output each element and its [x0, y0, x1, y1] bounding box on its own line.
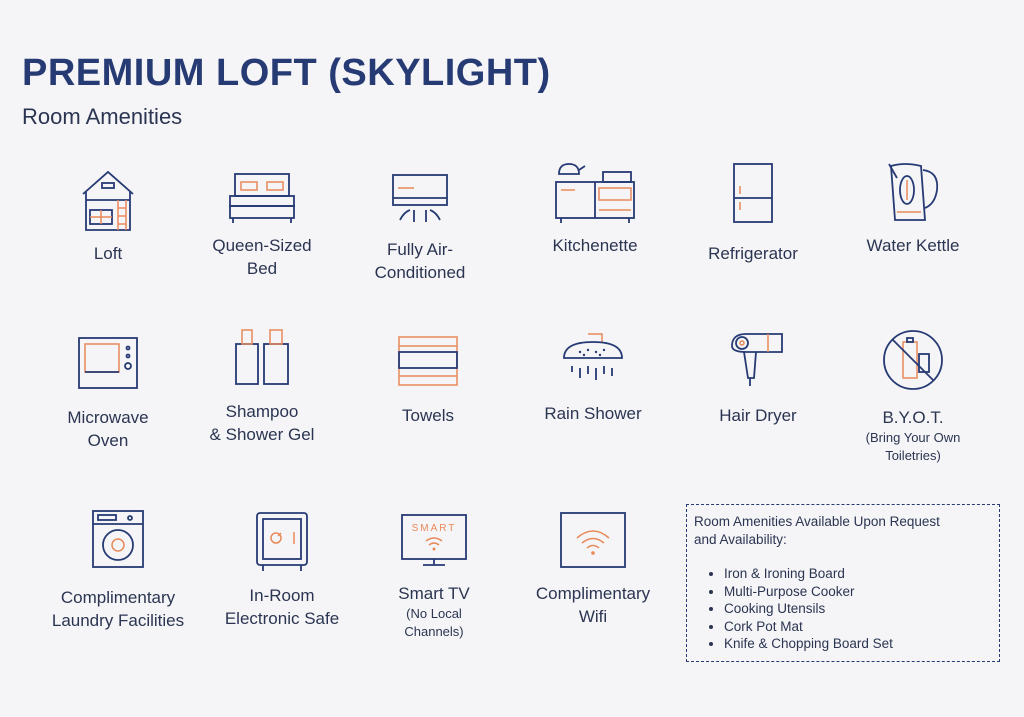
page-subtitle: Room Amenities — [22, 104, 183, 129]
amenity-label-line2: Bed — [246, 259, 278, 278]
request-item: • Cooking Utensils — [724, 600, 992, 618]
amenity-label-line2: Wifi — [578, 607, 608, 626]
safe-icon — [254, 510, 310, 572]
loft-icon — [78, 168, 138, 232]
water-kettle-icon — [885, 160, 941, 224]
amenity-label-line2: Oven — [87, 431, 129, 450]
amenity-label: B.Y.O.T. — [882, 408, 944, 427]
request-heading: Room Amenities Available Upon Request — [694, 514, 940, 529]
request-item: • Multi-Purpose Cooker — [724, 583, 992, 601]
amenity-byot — [838, 328, 988, 465]
amenity-wifi — [518, 510, 668, 628]
amenity-hair-dryer — [683, 330, 833, 427]
amenity-label: Complimentary — [60, 588, 176, 607]
amenity-label: Water Kettle — [866, 236, 960, 255]
amenity-kettle — [838, 160, 988, 257]
air-conditioner-icon — [390, 172, 450, 228]
amenity-label: Towels — [402, 406, 454, 425]
amenity-shampoo — [187, 326, 337, 446]
amenity-label: Kitchenette — [552, 236, 638, 255]
amenity-kitchenette — [520, 160, 670, 257]
amenity-label-line2: Conditioned — [374, 263, 466, 282]
request-item: • Iron & Ironing Board — [724, 565, 992, 583]
amenity-bed — [187, 170, 337, 280]
towels-icon — [396, 334, 460, 388]
request-list — [694, 565, 992, 653]
amenity-label: Refrigerator — [708, 244, 798, 263]
request-amenities-box — [686, 504, 1000, 662]
kitchenette-icon — [553, 160, 637, 224]
amenity-loft — [33, 168, 183, 265]
amenity-label: Shampoo — [225, 402, 299, 421]
amenity-note-line2: Channels) — [404, 624, 464, 639]
amenity-laundry — [43, 508, 193, 632]
amenity-note: (Bring Your Own — [865, 430, 961, 445]
amenity-note-line2: Toiletries) — [885, 448, 941, 463]
amenity-label-line2: & Shower Gel — [209, 425, 315, 444]
amenity-label: Queen-Sized — [212, 236, 312, 255]
amenity-refrigerator — [678, 162, 828, 265]
amenity-label: Rain Shower — [544, 404, 642, 423]
amenity-label: Smart TV — [398, 584, 470, 603]
request-heading-line2: and Availability: — [694, 532, 787, 547]
amenity-rain-shower — [518, 332, 668, 425]
microwave-icon — [77, 336, 139, 392]
amenity-towels — [353, 334, 503, 427]
amenity-safe — [207, 510, 357, 630]
amenity-label: Loft — [93, 244, 123, 263]
amenity-smart-tv — [359, 512, 509, 641]
amenity-label: In-Room — [249, 586, 315, 605]
amenity-label: Fully Air- — [386, 240, 454, 259]
amenity-label-line2: Laundry Facilities — [51, 611, 185, 630]
request-item: • Knife & Chopping Board Set — [724, 635, 992, 653]
tv-screen-text: SMART — [411, 523, 457, 534]
amenity-label-line2: Electronic Safe — [224, 609, 340, 628]
no-toiletries-icon — [881, 328, 945, 392]
hair-dryer-icon — [728, 330, 788, 388]
smart-tv-icon — [399, 512, 469, 568]
amenity-label: Microwave — [67, 408, 149, 427]
amenity-note: (No Local — [406, 606, 462, 621]
page-title: PREMIUM LOFT (SKYLIGHT) — [22, 52, 551, 94]
refrigerator-icon — [731, 162, 775, 224]
amenity-microwave — [33, 336, 183, 452]
request-item: • Cork Pot Mat — [724, 618, 992, 636]
amenity-aircon — [345, 172, 495, 284]
amenity-label: Hair Dryer — [719, 406, 797, 425]
amenity-label: Complimentary — [535, 584, 651, 603]
wifi-icon — [558, 510, 628, 570]
rain-shower-icon — [560, 332, 626, 388]
washing-machine-icon — [90, 508, 146, 570]
bed-icon — [227, 170, 297, 224]
shampoo-bottles-icon — [232, 326, 292, 388]
